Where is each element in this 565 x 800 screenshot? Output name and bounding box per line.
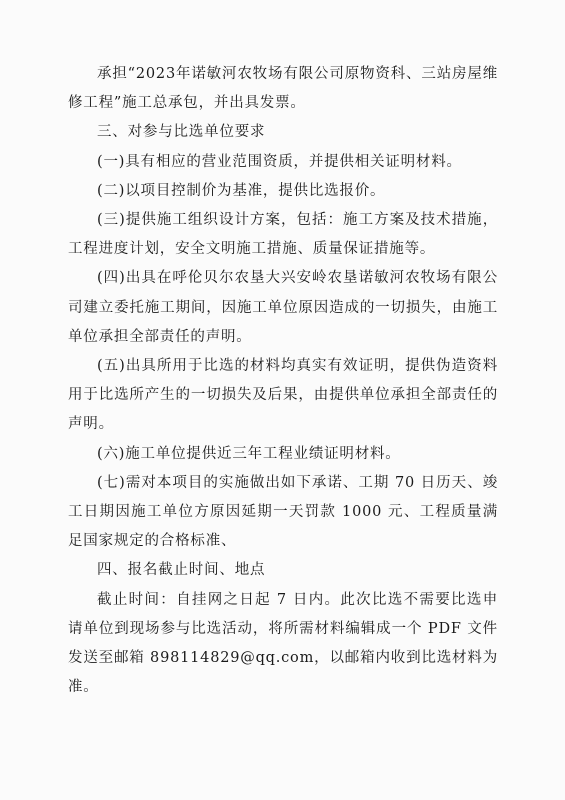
requirement-2: (二)以项目控制价为基准，提供比选报价。 bbox=[97, 182, 386, 199]
heading-deadline: 四、报名截止时间、地点 bbox=[97, 562, 266, 579]
requirement-3: (三)提供施工组织设计方案，包括：施工方案及技术措施，工程进度计划，安全文明施工措施、质量保证措施等。 bbox=[68, 212, 498, 258]
requirement-4: (四)出具在呼伦贝尔农垦大兴安岭农垦诺敏河农牧场有限公司建立委托施工期间，因施工单位原因造成的一切损失，由施工单位承担全部责任的声明。 bbox=[68, 270, 498, 345]
requirement-1: (一)具有相应的营业范围资质，并提供相关证明材料。 bbox=[97, 153, 462, 170]
requirement-7: (七)需对本项目的实施做出如下承诺、工期 70 日历天、竣工日期因施工单位方原因延期一天罚款 1000 元、工程质量满足国家规定的合格标准、 bbox=[68, 474, 498, 550]
paragraph-contract-scope: 承担“2023年诺敏河农牧场有限公司原物资科、三站房屋维修工程”施工总承包，并出具发票。 bbox=[68, 66, 498, 112]
document-body bbox=[68, 60, 498, 702]
paragraph-deadline: 截止时间：自挂网之日起 7 日内。此次比选不需要比选申请单位到现场参与比选活动，将所需材料编辑成一个 PDF 文件发送至邮箱 898114829@qq.com，以邮箱内收到比选材料为准。 bbox=[68, 591, 498, 696]
heading-requirements: 三、对参与比选单位要求 bbox=[97, 124, 266, 141]
requirement-6: (六)施工单位提供近三年工程业绩证明材料。 bbox=[97, 445, 401, 462]
requirement-5: (五)出具所用于比选的材料均真实有效证明，提供伪造资料用于比选所产生的一切损失及后果，由提供单位承担全部责任的声明。 bbox=[68, 358, 498, 433]
